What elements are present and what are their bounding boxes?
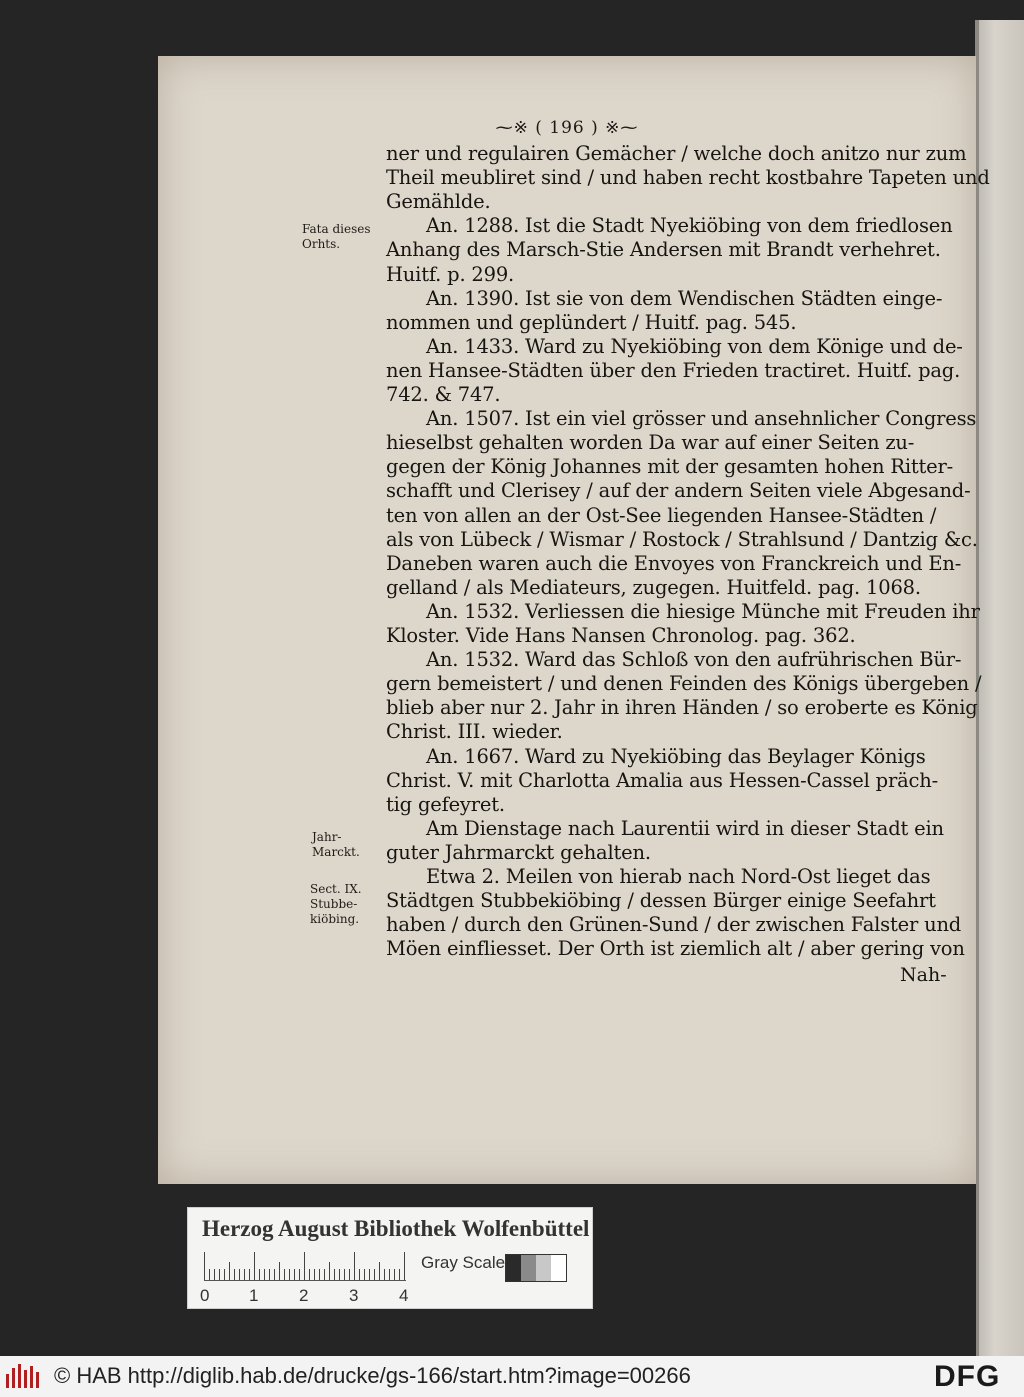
ruler-tick xyxy=(269,1269,270,1280)
text-line: haben / durch den Grünen-Sund / der zwischen Falster und xyxy=(386,913,962,937)
text-line: 742. & 747. xyxy=(386,383,501,406)
ruler-tick xyxy=(289,1269,290,1280)
logo-bar xyxy=(30,1366,33,1388)
ruler-number: 1 xyxy=(249,1286,259,1305)
footer-bar xyxy=(0,1356,1024,1397)
text-line: Christ. V. mit Charlotta Amalia aus Hessen-Cassel präch- xyxy=(386,768,938,792)
gray-swatch xyxy=(551,1255,566,1281)
text-line: nen Hansee-Städten über den Frieden tractiret. Huitf. pag. xyxy=(386,358,961,382)
ruler-tick xyxy=(319,1269,320,1280)
ruler-tick xyxy=(304,1252,305,1280)
text-line: Gemählde. xyxy=(386,190,491,214)
text-line: gegen der König Johannes mit der gesamten hohen Ritter- xyxy=(386,455,953,479)
ruler-number: 3 xyxy=(349,1286,359,1305)
text-line: Kloster. Vide Hans Nansen Chronolog. pag. 362. xyxy=(386,624,856,647)
ruler-tick xyxy=(284,1269,285,1280)
ruler-tick xyxy=(384,1269,385,1280)
ruler-tick xyxy=(279,1262,280,1280)
ruler-tick xyxy=(359,1269,360,1280)
logo-bar xyxy=(12,1368,15,1388)
text-line: ten von allen an der Ost-See liegenden Hansee-Städten / xyxy=(386,503,937,527)
gray-swatch xyxy=(506,1255,521,1281)
ruler-tick xyxy=(264,1269,265,1280)
ruler-tick xyxy=(299,1269,300,1280)
text-line: schafft und Clerisey / auf der andern Seiten viele Abgesand- xyxy=(386,479,971,503)
margin-note-line: Fata dieses xyxy=(302,222,371,236)
ruler-tick xyxy=(219,1269,220,1280)
ruler-tick xyxy=(229,1262,230,1280)
text-line: hieselbst gehalten worden Da war auf einer Seiten zu- xyxy=(386,431,915,455)
text-line: An. 1507. Ist ein viel grösser und ansehnlicher Congress xyxy=(426,407,977,431)
ruler-tick xyxy=(334,1269,335,1280)
ruler-tick xyxy=(239,1269,240,1280)
text-line: An. 1288. Ist die Stadt Nyekiöbing von dem friedlosen xyxy=(426,214,953,238)
ruler-tick xyxy=(374,1269,375,1280)
ruler-tick xyxy=(339,1269,340,1280)
ruler-tick xyxy=(349,1269,350,1280)
page-header: ⁓※ ( 196 ) ※⁓ xyxy=(495,118,639,138)
logo-bar xyxy=(6,1374,9,1388)
margin-note-line: kiöbing. xyxy=(310,912,360,926)
text-line: Möen einfliesset. Der Orth ist ziemlich alt / aber gering von xyxy=(386,937,965,961)
text-line: An. 1532. Ward das Schloß von den aufrührischen Bür- xyxy=(426,648,962,672)
margin-note-line: Sect. IX. xyxy=(310,882,362,896)
color-calibration-card xyxy=(187,1207,593,1309)
card-title: Herzog August Bibliothek Wolfenbüttel xyxy=(202,1216,590,1241)
logo-bar xyxy=(36,1372,39,1388)
text-line: Daneben waren auch die Envoyes von Franckreich und En- xyxy=(386,551,962,575)
gray-swatch xyxy=(536,1255,551,1281)
margin-note-line: Jahr- xyxy=(312,830,342,844)
catchword: Nah- xyxy=(900,964,947,986)
ruler-tick xyxy=(389,1269,390,1280)
text-line: guter Jahrmarckt gehalten. xyxy=(386,840,651,864)
ruler-tick xyxy=(204,1252,205,1280)
margin-note-jahrmarckt xyxy=(312,830,360,860)
ruler-number: 0 xyxy=(200,1286,210,1305)
ruler-tick xyxy=(294,1269,295,1280)
book-page xyxy=(158,56,990,1184)
text-line: Etwa 2. Meilen von hierab nach Nord-Ost lieget das xyxy=(426,865,931,888)
ruler-tick xyxy=(244,1269,245,1280)
text-line: An. 1532. Verliessen die hiesige Münche mit Freuden ihr xyxy=(426,599,980,623)
text-line: Städtgen Stubbekiöbing / dessen Bürger einige Seefahrt xyxy=(386,889,936,913)
adjacent-page-edge xyxy=(975,20,1024,1356)
text-line: An. 1667. Ward zu Nyekiöbing das Beylager Königs xyxy=(426,744,926,768)
text-line: Am Dienstage nach Laurentii wird in dieser Stadt ein xyxy=(426,816,944,840)
ruler-number: 4 xyxy=(399,1286,409,1305)
text-line: Anhang des Marsch-Stie Andersen mit Brandt verhehret. xyxy=(386,238,941,262)
logo-bar xyxy=(24,1370,27,1388)
gray-scale-label: Gray Scale xyxy=(421,1253,506,1272)
ruler-tick xyxy=(369,1269,370,1280)
copyright-url[interactable]: © HAB http://diglib.hab.de/drucke/gs-166/start.htm?image=00266 xyxy=(54,1363,691,1388)
hab-logo-icon xyxy=(6,1364,42,1388)
text-line: Christ. III. wieder. xyxy=(386,720,563,744)
dfg-logo: DFG xyxy=(934,1360,1001,1393)
margin-note-line: Stubbe- xyxy=(310,897,358,911)
ruler-tick xyxy=(234,1269,235,1280)
ruler-tick xyxy=(309,1269,310,1280)
ruler-tick xyxy=(364,1269,365,1280)
text-line: tig gefeyret. xyxy=(386,792,505,816)
margin-note-line: Orhts. xyxy=(302,237,341,251)
text-line: nommen und geplündert / Huitf. pag. 545. xyxy=(386,310,797,334)
ruler-tick xyxy=(254,1252,255,1280)
ruler xyxy=(204,1252,406,1281)
text-line: An. 1433. Ward zu Nyekiöbing von dem Könige und de- xyxy=(426,334,963,358)
margin-note-stubbekiobing xyxy=(310,882,362,927)
ruler-tick xyxy=(274,1269,275,1280)
gray-swatch xyxy=(521,1255,536,1281)
text-line: Huitf. p. 299. xyxy=(386,262,515,286)
text-line: gelland / als Mediateurs, zugegen. Huitfeld. pag. 1068. xyxy=(386,575,921,599)
ruler-tick xyxy=(214,1269,215,1280)
ruler-tick xyxy=(314,1269,315,1280)
text-line: Theil meubliret sind / und haben recht kostbahre Tapeten und xyxy=(386,166,990,190)
ruler-tick xyxy=(399,1269,400,1280)
ruler-tick xyxy=(379,1262,380,1280)
ruler-tick xyxy=(224,1269,225,1280)
ruler-tick xyxy=(354,1252,355,1280)
ruler-tick xyxy=(259,1269,260,1280)
ruler-tick xyxy=(324,1269,325,1280)
ruler-tick xyxy=(344,1269,345,1280)
text-line: An. 1390. Ist sie von dem Wendischen Städten einge- xyxy=(426,286,943,310)
text-line: blieb aber nur 2. Jahr in ihren Händen / so eroberte es König xyxy=(386,696,978,720)
ruler-tick xyxy=(404,1252,405,1280)
ruler-tick xyxy=(329,1262,330,1280)
ruler-tick xyxy=(209,1269,210,1280)
gray-scale-swatches xyxy=(505,1254,567,1282)
logo-bar xyxy=(18,1364,21,1388)
margin-note-line: Marckt. xyxy=(312,845,360,859)
ruler-number: 2 xyxy=(299,1286,309,1305)
text-line: ner und regulairen Gemächer / welche doch anitzo nur zum xyxy=(386,142,967,165)
text-line: als von Lübeck / Wismar / Rostock / Strahlsund / Dantzig &c. xyxy=(386,527,978,551)
margin-note-fata xyxy=(302,222,371,252)
ruler-tick xyxy=(394,1269,395,1280)
text-line: gern bemeistert / und denen Feinden des Königs übergeben / xyxy=(386,672,982,696)
ruler-tick xyxy=(249,1269,250,1280)
